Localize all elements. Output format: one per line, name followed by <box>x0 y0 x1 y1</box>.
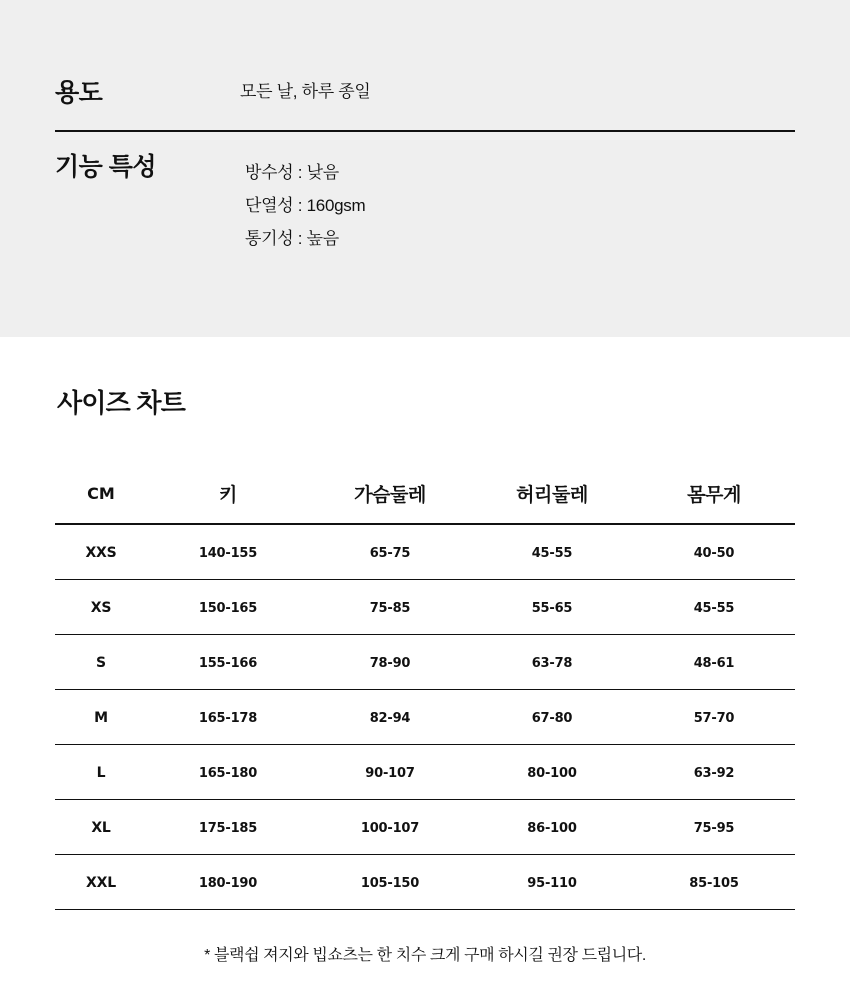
table-cell: 78-90 <box>309 635 471 690</box>
table-row <box>55 580 795 635</box>
table-cell: 75-95 <box>633 800 795 855</box>
table-cell: 100-107 <box>309 800 471 855</box>
table-cell-size: M <box>55 690 147 745</box>
table-cell-size: XL <box>55 800 147 855</box>
table-cell: 175-185 <box>147 800 309 855</box>
page-title: 사이즈 차트 <box>57 388 186 418</box>
table-cell: 90-107 <box>309 745 471 800</box>
spec-value: 단열성 : 160gsm <box>245 196 366 216</box>
table-cell: 75-85 <box>309 580 471 635</box>
table-cell: 57-70 <box>633 690 795 745</box>
table-cell: 40-50 <box>633 524 795 580</box>
table-cell: 45-55 <box>471 524 633 580</box>
size-chart-note: * 블랙쉽 져지와 빕쇼츠는 한 치수 크게 구매 하시길 권장 드립니다. <box>204 947 646 964</box>
spec-value: 방수성 : 낮음 <box>245 163 339 182</box>
table-row <box>55 690 795 745</box>
table-cell: 55-65 <box>471 580 633 635</box>
table-row <box>55 745 795 800</box>
table-cell: 80-100 <box>471 745 633 800</box>
table-cell-size: S <box>55 635 147 690</box>
table-cell: 85-105 <box>633 855 795 910</box>
table-cell: 140-155 <box>147 524 309 580</box>
table-cell: 95-110 <box>471 855 633 910</box>
table-header-cell: 허리둘레 <box>471 480 633 524</box>
spec-label-usage: 용도 <box>55 79 103 107</box>
table-header-cell: 가슴둘레 <box>309 480 471 524</box>
table-cell: 45-55 <box>633 580 795 635</box>
spec-values-usage <box>240 78 795 102</box>
spec-value: 통기성 : 높음 <box>245 229 339 249</box>
spec-label-features: 기능 특성 <box>55 153 157 181</box>
table-cell: 48-61 <box>633 635 795 690</box>
table-cell-size: XXS <box>55 524 147 580</box>
table-cell: 155-166 <box>147 635 309 690</box>
table-row <box>55 524 795 580</box>
table-cell: 150-165 <box>147 580 309 635</box>
spec-row-features <box>55 132 795 255</box>
table-cell: 165-178 <box>147 690 309 745</box>
table-header-cell: 키 <box>147 480 309 524</box>
spec-panel <box>0 0 850 337</box>
table-row <box>55 800 795 855</box>
table-cell: 63-78 <box>471 635 633 690</box>
size-chart-table <box>55 480 795 910</box>
table-header-row <box>55 480 795 524</box>
table-cell: 82-94 <box>309 690 471 745</box>
table-cell: 67-80 <box>471 690 633 745</box>
table-cell: 165-180 <box>147 745 309 800</box>
table-cell: 63-92 <box>633 745 795 800</box>
table-cell: 105-150 <box>309 855 471 910</box>
table-cell-size: L <box>55 745 147 800</box>
table-header-cell: CM <box>55 480 147 524</box>
table-row <box>55 635 795 690</box>
table-cell: 65-75 <box>309 524 471 580</box>
spec-value: 모든 날, 하루 종일 <box>240 82 371 101</box>
table-row <box>55 855 795 910</box>
table-cell: 86-100 <box>471 800 633 855</box>
table-cell: 180-190 <box>147 855 309 910</box>
table-header-cell: 몸무게 <box>633 480 795 524</box>
spec-row-usage <box>55 78 795 132</box>
size-chart-section <box>0 337 850 965</box>
table-cell-size: XXL <box>55 855 147 910</box>
table-cell-size: XS <box>55 580 147 635</box>
spec-values-features <box>240 152 795 255</box>
